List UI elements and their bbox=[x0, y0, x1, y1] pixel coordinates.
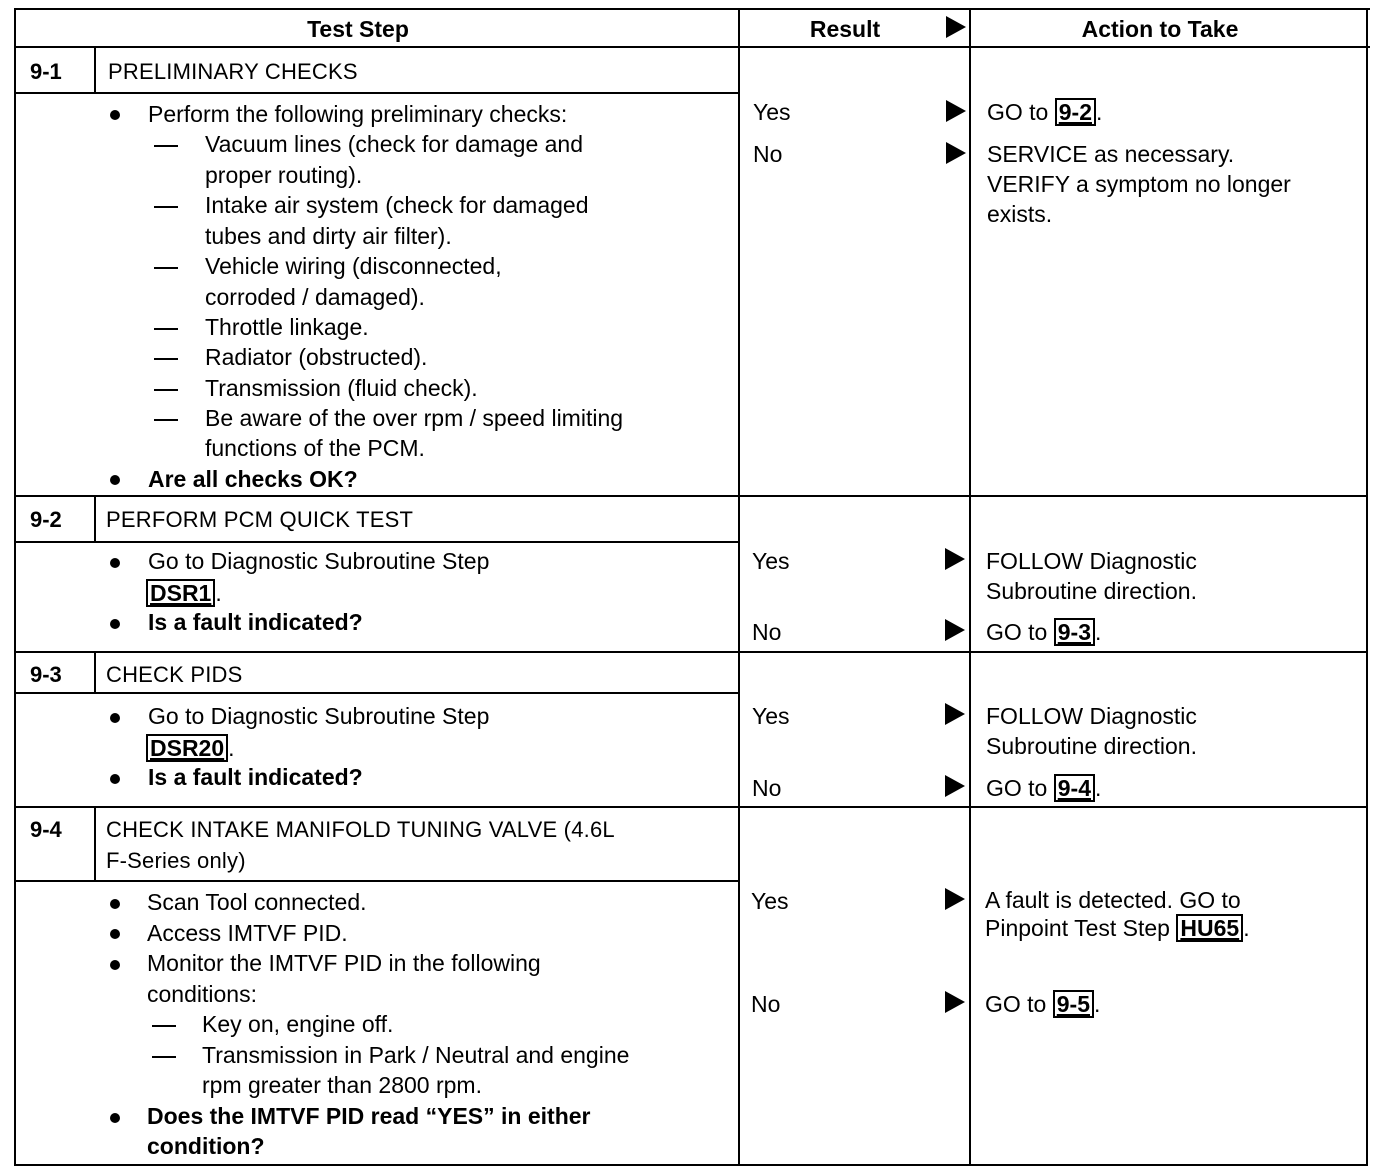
subroutine-ref: DSR1 . bbox=[146, 578, 222, 609]
instruction: Perform the following preliminary checks: bbox=[148, 101, 568, 127]
bullet-icon bbox=[110, 713, 120, 723]
dash-icon bbox=[152, 1056, 176, 1058]
bullet-item: Access IMTVF PID. bbox=[147, 920, 348, 946]
arrow-icon bbox=[945, 991, 965, 1013]
dash-icon bbox=[154, 328, 178, 330]
dash-icon bbox=[154, 419, 178, 421]
rule bbox=[94, 651, 96, 694]
rule bbox=[14, 46, 1370, 48]
arrow-icon bbox=[945, 619, 965, 641]
rule bbox=[738, 8, 740, 1166]
dash-icon bbox=[154, 206, 178, 208]
rule bbox=[94, 806, 96, 882]
step-ref-link[interactable]: 9-3 bbox=[1054, 618, 1095, 646]
condition-item: rpm greater than 2800 rpm. bbox=[202, 1072, 482, 1098]
rule bbox=[14, 806, 1368, 808]
header-result: Result bbox=[809, 16, 881, 42]
action-no: GO to 9-3 . bbox=[986, 619, 1102, 645]
check-item: functions of the PCM. bbox=[205, 435, 425, 461]
action-yes: FOLLOW Diagnostic bbox=[986, 548, 1197, 574]
instruction: Go to Diagnostic Subroutine Step bbox=[148, 703, 490, 729]
action-no: VERIFY a symptom no longer bbox=[987, 171, 1291, 197]
step-ref-link[interactable]: 9-4 bbox=[1054, 774, 1095, 802]
action-yes: Subroutine direction. bbox=[986, 733, 1197, 759]
check-item: corroded / damaged). bbox=[205, 284, 425, 310]
result-yes: Yes bbox=[752, 548, 790, 574]
arrow-icon bbox=[946, 100, 966, 122]
subroutine-ref-link[interactable]: DSR20 bbox=[146, 734, 228, 762]
action-no: exists. bbox=[987, 201, 1053, 227]
rule bbox=[14, 92, 738, 94]
question: Are all checks OK? bbox=[148, 466, 358, 492]
bullet-icon bbox=[110, 1113, 120, 1123]
bullet-icon bbox=[110, 558, 120, 568]
result-no: No bbox=[751, 991, 781, 1017]
rule bbox=[14, 8, 1370, 10]
arrow-icon bbox=[946, 16, 966, 38]
step-title: CHECK PIDS bbox=[106, 662, 243, 687]
header-action: Action to Take bbox=[1081, 16, 1239, 42]
rule bbox=[14, 1164, 1366, 1166]
check-item: Vehicle wiring (disconnected, bbox=[205, 253, 502, 279]
rule bbox=[1366, 8, 1368, 1166]
check-item: Throttle linkage. bbox=[205, 314, 369, 340]
bullet-icon bbox=[110, 899, 120, 909]
result-no: No bbox=[752, 619, 782, 645]
rule bbox=[94, 46, 96, 94]
dash-icon bbox=[154, 358, 178, 360]
bullet-icon bbox=[110, 960, 120, 970]
action-no: GO to 9-4 . bbox=[986, 775, 1102, 801]
action-yes: Subroutine direction. bbox=[986, 578, 1197, 604]
question: Is a fault indicated? bbox=[148, 609, 363, 635]
instruction: Go to Diagnostic Subroutine Step bbox=[148, 548, 490, 574]
rule bbox=[14, 495, 1368, 497]
rule bbox=[14, 541, 738, 543]
rule bbox=[969, 8, 971, 1166]
arrow-icon bbox=[945, 548, 965, 570]
check-item: Vacuum lines (check for damage and bbox=[205, 131, 583, 157]
dash-icon bbox=[154, 389, 178, 391]
check-item: Be aware of the over rpm / speed limiting bbox=[205, 405, 624, 431]
check-item: proper routing). bbox=[205, 162, 363, 188]
step-number: 9-1 bbox=[30, 59, 62, 84]
dash-icon bbox=[154, 145, 178, 147]
arrow-icon bbox=[945, 775, 965, 797]
header-test-step: Test Step bbox=[307, 16, 409, 42]
bullet-icon bbox=[110, 619, 120, 629]
result-yes: Yes bbox=[753, 99, 791, 125]
arrow-icon bbox=[946, 142, 966, 164]
bullet-icon bbox=[110, 110, 120, 120]
dash-icon bbox=[154, 267, 178, 269]
result-no: No bbox=[752, 775, 782, 801]
pinpoint-ref-link[interactable]: HU65 bbox=[1176, 914, 1243, 942]
question: Is a fault indicated? bbox=[148, 764, 363, 790]
rule bbox=[14, 880, 738, 882]
check-item: Intake air system (check for damaged bbox=[205, 192, 589, 218]
subroutine-ref: DSR20 . bbox=[146, 733, 235, 764]
step-title: CHECK INTAKE MANIFOLD TUNING VALVE (4.6L bbox=[106, 817, 615, 842]
bullet-item: Scan Tool connected. bbox=[147, 889, 367, 915]
step-ref-link[interactable]: 9-2 bbox=[1055, 98, 1096, 126]
condition-item: Transmission in Park / Neutral and engine bbox=[202, 1042, 630, 1068]
rule bbox=[14, 692, 738, 694]
question: Does the IMTVF PID read “YES” in either bbox=[147, 1103, 591, 1129]
arrow-icon bbox=[945, 703, 965, 725]
subroutine-ref-link[interactable]: DSR1 bbox=[146, 579, 215, 607]
step-number: 9-4 bbox=[30, 817, 62, 842]
check-item: tubes and dirty air filter). bbox=[205, 223, 452, 249]
step-title: PERFORM PCM QUICK TEST bbox=[106, 507, 414, 532]
action-no: SERVICE as necessary. bbox=[987, 141, 1235, 167]
action-yes: Pinpoint Test Step HU65 . bbox=[985, 915, 1250, 941]
bullet-item: Monitor the IMTVF PID in the following bbox=[147, 950, 541, 976]
check-item: Transmission (fluid check). bbox=[205, 375, 478, 401]
rule bbox=[14, 651, 1368, 653]
dash-icon bbox=[152, 1025, 176, 1027]
bullet-icon bbox=[110, 774, 120, 784]
bullet-icon bbox=[110, 929, 120, 939]
action-yes: A fault is detected. GO to bbox=[985, 887, 1241, 913]
step-ref-link[interactable]: 9-5 bbox=[1053, 990, 1094, 1018]
result-yes: Yes bbox=[751, 888, 789, 914]
action-yes: GO to 9-2 . bbox=[987, 99, 1103, 125]
rule bbox=[94, 495, 96, 543]
arrow-icon bbox=[945, 888, 965, 910]
step-number: 9-2 bbox=[30, 507, 62, 532]
result-no: No bbox=[753, 141, 783, 167]
step-number: 9-3 bbox=[30, 662, 62, 687]
bullet-icon bbox=[110, 475, 120, 485]
bullet-item: conditions: bbox=[147, 981, 257, 1007]
step-title: F-Series only) bbox=[106, 848, 246, 873]
result-yes: Yes bbox=[752, 703, 790, 729]
action-yes: FOLLOW Diagnostic bbox=[986, 703, 1197, 729]
question: condition? bbox=[147, 1133, 265, 1159]
action-no: GO to 9-5 . bbox=[985, 991, 1101, 1017]
step-title: PRELIMINARY CHECKS bbox=[108, 59, 358, 84]
rule bbox=[14, 8, 16, 1166]
check-item: Radiator (obstructed). bbox=[205, 344, 428, 370]
condition-item: Key on, engine off. bbox=[202, 1011, 394, 1037]
